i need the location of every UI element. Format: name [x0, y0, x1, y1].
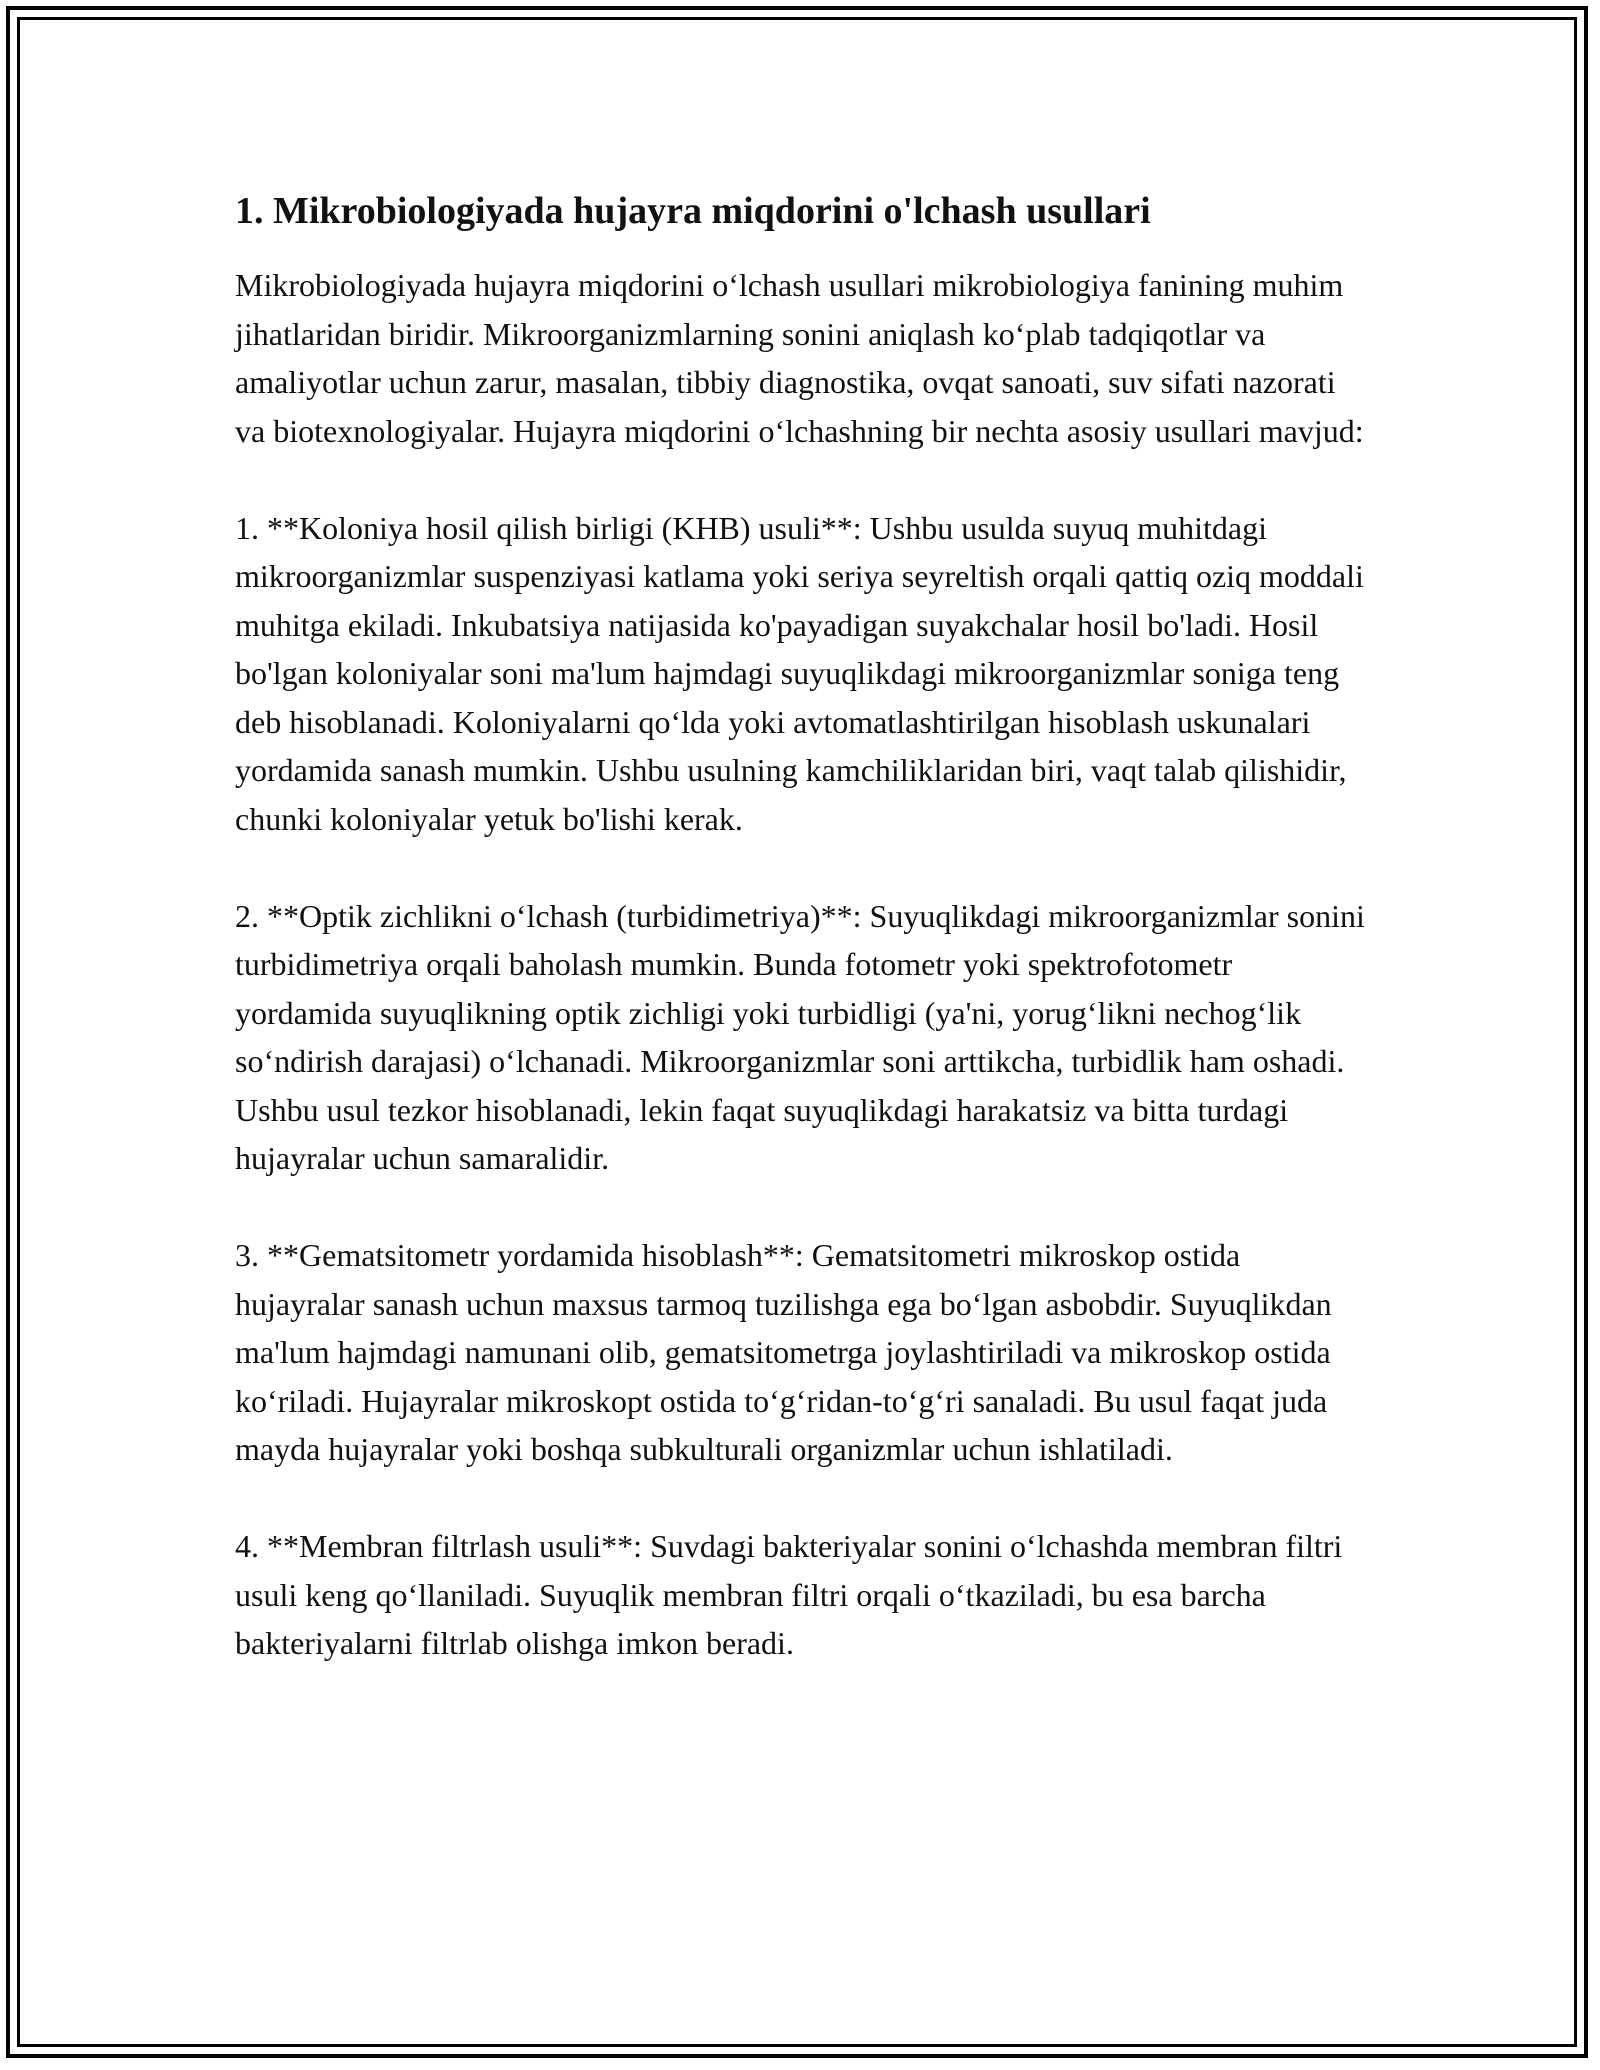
document-title: 1. Mikrobiologiyada hujayra miqdorini o'lchash usullari: [235, 190, 1151, 232]
intro-paragraph: Mikrobiologiyada hujayra miqdorini o‘lchash usullari mikrobiologiya fanining muhim jihatlaridan biridir. Mikroorganizmlarning sonini aniqlash ko‘plab tadqiqotlar va amaliyotlar uchun zarur, masalan, tibbiy diagnostika, ovqat sanoati, suv sifati nazorati va biotexnologiyalar. Hujayra miqdorini o‘lchashning bir nechta asosiy usullari mavjud:: [235, 267, 1364, 449]
method-4-paragraph: 4. **Membran filtrlash usuli**: Suvdagi bakteriyalar sonini o‘lchashda membran filtri usuli keng qo‘llaniladi. Suyuqlik membran filtri orqali o‘tkaziladi, bu esa barcha bakteriyalarni filtrlab olishga imkon beradi.: [235, 1528, 1343, 1661]
method-1-paragraph: 1. **Koloniya hosil qilish birligi (KHB) usuli**: Ushbu usulda suyuq muhitdagi mikroorganizmlar suspenziyasi katlama yoki seriya seyreltish orqali qattiq oziq moddali muhitga ekiladi. Inkubatsiya natijasida ko'payadigan suyakchalar hosil bo'ladi. Hosil bo'lgan koloniyalar soni ma'lum hajmdagi suyuqlikdagi mikroorganizmlar soniga teng deb hisoblanadi. Koloniyalarni qo‘lda yoki avtomatlashtirilgan hisoblash uskunalari yordamida sanash mumkin. Ushbu usulning kamchiliklaridan biri, vaqt talab qilishidir, chunki koloniyalar yetuk bo'lishi kerak.: [235, 509, 1364, 837]
document-body: [235, 185, 1365, 1668]
method-2-paragraph: 2. **Optik zichlikni o‘lchash (turbidimetriya)**: Suyuqlikdagi mikroorganizmlar sonini turbidimetriya orqali baholash mumkin. Bunda fotometr yoki spektrofotometr yordamida suyuqlikning optik zichligi yoki turbidligi (ya'ni, yorug‘likni nechog‘lik so‘ndirish darajasi) o‘lchanadi. Mikroorganizmlar soni arttikcha, turbidlik ham oshadi. Ushbu usul tezkor hisoblanadi, lekin faqat suyuqlikdagi harakatsiz va bitta turdagi hujayralar uchun samaralidir.: [235, 897, 1365, 1176]
method-3-paragraph: 3. **Gematsitometr yordamida hisoblash**: Gematsitometri mikroskop ostida hujayralar sanash uchun maxsus tarmoq tuzilishga ega bo‘lgan asbobdir. Suyuqlikdan ma'lum hajmdagi namunani olib, gematsitometrga joylashtiriladi va mikroskop ostida ko‘riladi. Hujayralar mikroskopt ostida to‘g‘ridan-to‘g‘ri sanaladi. Bu usul faqat juda mayda hujayralar yoki boshqa subkulturali organizmlar uchun ishlatiladi.: [235, 1237, 1332, 1467]
